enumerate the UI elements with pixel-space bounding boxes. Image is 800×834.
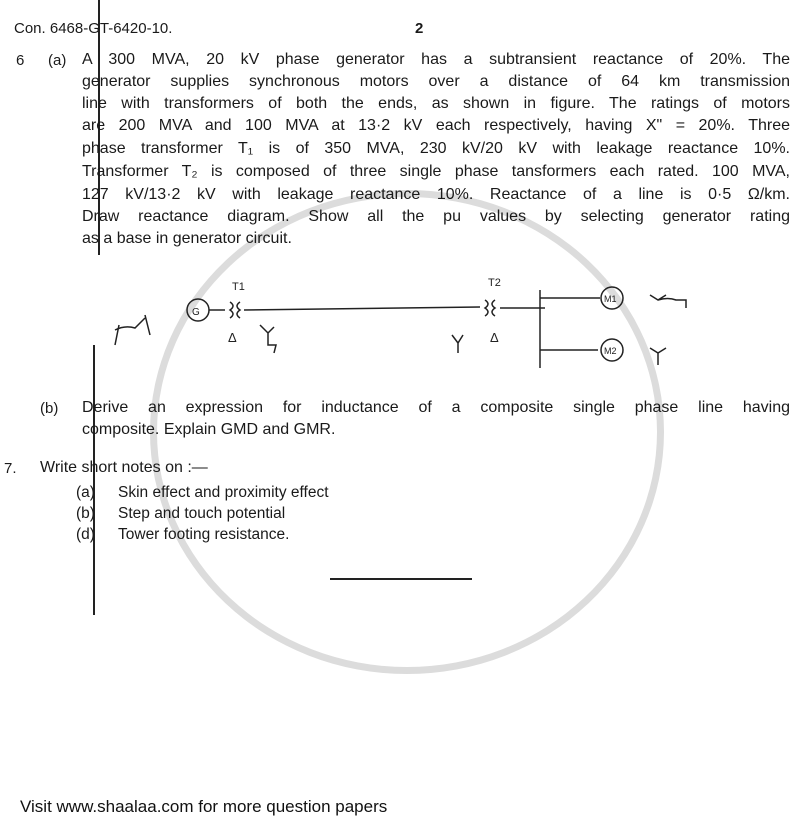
ground-symbol [115,315,150,345]
part-label: (b) [40,400,59,417]
t1-label: T1 [232,281,245,293]
wye-ground-symbol [650,295,686,308]
item-label: (d) [76,526,95,543]
delta-label: Δ [490,330,499,345]
question-text-line: composite. Explain GMD and GMR. [82,421,336,438]
question-text-line: Derive an expression for inductance of a composite single phase line having [82,399,790,416]
question-text-line: generator supplies synchronous motors over a distance of 64 km transmission [82,73,790,90]
question-text-line: phase transformer T₁ is of 350 MVA, 230 kV/20 kV with leakage reactance 10%. [82,140,790,157]
item-label: (a) [76,484,95,501]
delta-label: Δ [228,330,237,345]
item-label: (b) [76,505,95,522]
question-text-line: as a base in generator circuit. [82,230,292,247]
wye-symbol [452,335,463,353]
m2-label: M2 [604,346,617,356]
transformer-t2-symbol [485,300,495,316]
paper-code: Con. 6468-GT-6420-10. [14,20,173,37]
item-text: Step and touch potential [118,505,286,522]
scan-margin-line [93,345,95,615]
question-number: 6 [16,52,25,69]
m1-label: M1 [604,294,617,304]
question-text-line: Draw reactance diagram. Show all the pu values by selecting generator rating [82,208,790,225]
question-text-line: 127 kV/13·2 kV with leakage reactance 10%. Reactance of a line is 0·5 Ω/km. [82,186,790,203]
transformer-t1-symbol [230,302,240,318]
single-line-diagram [0,260,800,380]
item-text: Skin effect and proximity effect [118,484,329,501]
question-text-line: line with transformers of both the ends, as shown in figure. The ratings of motors [82,95,790,112]
question-text-line: A 300 MVA, 20 kV phase generator has a subtransient reactance of 20%. The [82,51,790,68]
item-text: Tower footing resistance. [118,526,290,543]
question-text-line: are 200 MVA and 100 MVA at 13·2 kV each respectively, having X" = 20%. Three [82,117,790,134]
wye-symbol [650,348,666,365]
question-number: 7. [4,460,17,477]
generator-label: G [192,307,200,318]
part-label: (a) [48,52,67,69]
question-title: Write short notes on :— [40,459,208,476]
t2-label: T2 [488,277,501,289]
footer-text: Visit www.shaalaa.com for more question papers [20,797,388,816]
page-number: 2 [415,20,424,37]
question-text-line: Transformer T₂ is composed of three single phase tansformers each rated. 100 MVA, [82,163,790,180]
wye-ground-symbol [260,325,276,353]
end-rule [330,578,472,580]
